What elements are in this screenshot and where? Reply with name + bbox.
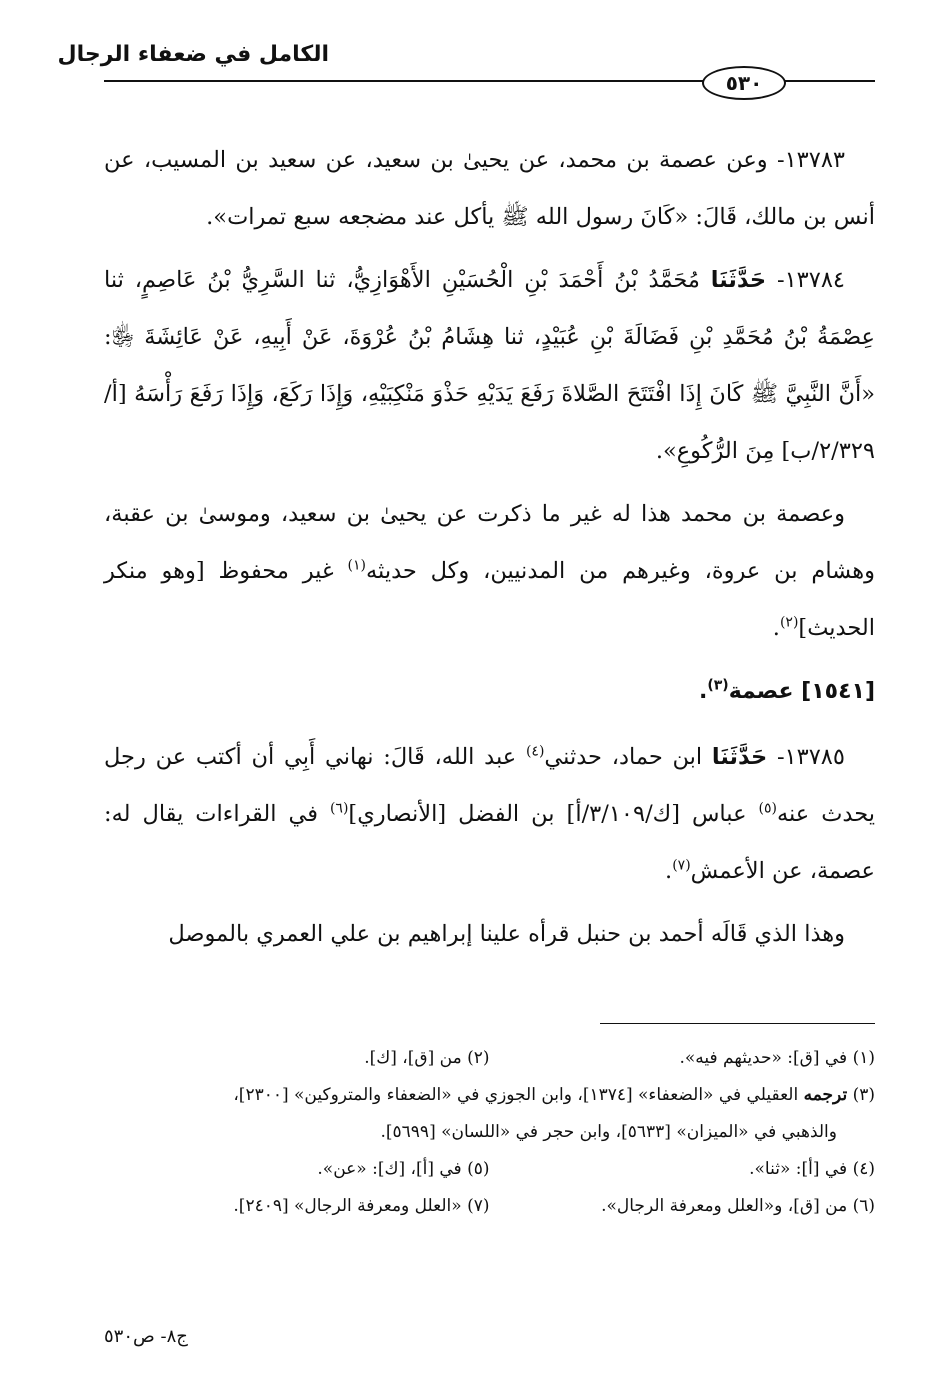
hadith-text: مُحَمَّدُ بْنُ أَحْمَدَ بْنِ الْحُسَيْنِ الأَهْوَازِيُّ، ثنا السَّرِيُّ بْنُ عَاصِمٍ، ثنا عِصْمَةُ بْنُ مُحَمَّدِ بْنِ فَضَالَةَ بْنِ عُبَيْدٍ، ثنا هِشَامُ بْنُ عُرْوَةَ، عَنْ أَبِيهِ، عَنْ عَائِشَةَ ﵂: «أَنَّ النَّبِيَّ ﷺ كَانَ إِذَا افْتَتَحَ الصَّلاةَ رَفَعَ يَدَيْهِ حَذْوَ مَنْكِبَيْهِ، وَإِذَا رَكَعَ، وَإِذَا رَفَعَ رَأْسَهُ [أ/٢/٣٢٩/ب] مِنَ الرُّكُوعِ». [104, 267, 875, 464]
commentary-text: وهذا الذي قَالَه أحمد بن حنبل قرأه علينا إبراهيم بن علي العمري بالموصل [168, 921, 845, 947]
footnote-row [104, 1151, 875, 1188]
narrator-heading-label: [١٥٤١] عصمة [728, 679, 875, 704]
hadith-text: . [665, 858, 673, 884]
footnote-ref-7[interactable]: (٧) [672, 857, 691, 874]
narrator-heading [104, 665, 875, 719]
footnote-2: (٢) من [ق]، [ك]. [364, 1048, 490, 1068]
footnote-label: (٣) [852, 1085, 875, 1105]
commentary-text: وعصمة بن محمد هذا له غير ما ذكرت عن يحيىٰ بن سعيد، وموسىٰ بن عقبة، وهشام بن عروة، وغيرهم من المدنيين، وكل حديثه [104, 501, 875, 584]
footnote-text: العقيلي في «الضعفاء» [١٣٧٤]، وابن الجوزي في «الضعفاء والمتروكين» [٢٣٠٠]، [233, 1085, 804, 1105]
page-number: ٥٣٠ [725, 71, 763, 95]
footnote-ref-5[interactable]: (٥) [758, 800, 777, 817]
commentary-paragraph [104, 486, 875, 657]
narration-keyword: حَدَّثَنَا [711, 744, 768, 770]
footnote-keyword: ترجمه [803, 1085, 848, 1105]
footnote-ref-6[interactable]: (٦) [329, 800, 349, 817]
commentary-paragraph-2 [104, 906, 875, 963]
footnote-rule [600, 1023, 875, 1024]
footnote-3 [104, 1077, 875, 1114]
hadith-13783 [104, 132, 875, 246]
hadith-13785 [104, 729, 875, 900]
footnote-3-continued: والذهبي في «الميزان» [٥٦٣٣]، وابن حجر في «اللسان» [٥٦٩٩]. [380, 1122, 837, 1142]
hadith-text: عباس [ك/٣/١٠٩/أ] بن الفضل [الأنصاري] [348, 801, 759, 827]
footnotes [104, 1040, 875, 1225]
narrator-heading-end: . [698, 679, 708, 704]
hadith-number: ١٣٧٨٤- [776, 267, 845, 293]
hadith-text: عبد الله، قَالَ: نهاني أَبِي أن أكتب عن رجل يحدث عنه [104, 744, 875, 827]
hadith-13784 [104, 252, 875, 480]
hadith-text: في القراءات يقال له: عصمة، عن الأعمش [104, 801, 875, 884]
hadith-text: ابن حماد، حدثني [544, 744, 712, 770]
page-number-badge [702, 66, 786, 100]
main-text [104, 132, 875, 969]
footnote-ref-1[interactable]: (١) [347, 557, 366, 574]
footnote-5: (٥) في [أ]، [ك]: «عن». [317, 1159, 490, 1179]
hadith-number: ١٣٧٨٣- [776, 147, 845, 173]
footnote-row [104, 1040, 875, 1077]
footnote-ref-2[interactable]: (٢) [779, 614, 799, 631]
footnote-ref-4[interactable]: (٤) [525, 743, 545, 760]
hadith-text: وعن عصمة بن محمد، عن يحيىٰ بن سعيد، عن سعيد بن المسيب، عن أنس بن مالك، قَالَ: «كَانَ رسول الله ﷺ يأكل عند مضجعه سبع تمرات». [104, 147, 875, 230]
footnote-6: (٦) من [ق]، و«العلل ومعرفة الرجال». [601, 1196, 875, 1216]
commentary-text: . [772, 615, 780, 641]
footnote-4: (٤) في [أ]: «ثنا». [749, 1159, 875, 1179]
footnote-row [104, 1188, 875, 1225]
book-title: الكامل في ضعفاء الرجال [57, 42, 329, 67]
hadith-number: ١٣٧٨٥- [776, 744, 845, 770]
volume-page-footer: ج٨- ص٥٣٠ [104, 1326, 188, 1347]
footnote-ref-3[interactable]: (٣) [707, 677, 729, 694]
commentary-text: غير محفوظ [وهو منكر الحديث] [104, 558, 875, 641]
narration-keyword: حَدَّثَنَا [710, 267, 767, 293]
footnote-1: (١) في [ق]: «حديثهم فيه». [679, 1048, 875, 1068]
footnote-7: (٧) «العلل ومعرفة الرجال» [٢٤٠٩]. [233, 1196, 490, 1216]
